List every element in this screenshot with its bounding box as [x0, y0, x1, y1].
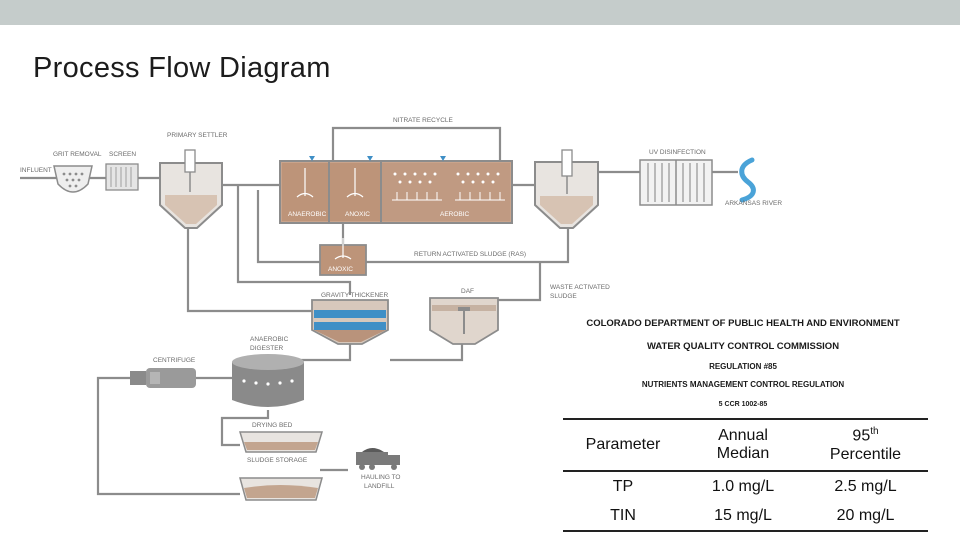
- cell-95th-percentile: 2.5 mg/L: [834, 477, 897, 495]
- label-centrifuge: CENTRIFUGE: [153, 357, 196, 364]
- cell-annual-median: 1.0 mg/L: [711, 477, 775, 495]
- cell-parameter: TP: [612, 477, 634, 495]
- cell-parameter: TIN: [563, 501, 683, 531]
- label-anoxic-tank: ANOXIC: [328, 266, 353, 273]
- table-header-row: [563, 419, 928, 471]
- table-row: [563, 501, 928, 531]
- label-anaerobic-digester-1: ANAEROBIC: [250, 336, 289, 343]
- label-nitrate-recycle: NITRATE RECYCLE: [393, 117, 453, 124]
- regulation-number: REGULATION #85: [709, 362, 777, 371]
- page-title: Process Flow Diagram: [33, 52, 331, 84]
- centrifuge-unit: [130, 368, 196, 388]
- label-return-activated-sludge: RETURN ACTIVATED SLUDGE (RAS): [414, 251, 527, 258]
- secondary-clarifier: [535, 150, 598, 228]
- sludge-storage: [240, 478, 322, 500]
- header-parameter: Parameter: [563, 419, 683, 471]
- label-anaerobic-digester-2: DIGESTER: [250, 345, 284, 352]
- truck-icon: [356, 448, 400, 470]
- label-gravity-thickener: GRAVITY THICKENER: [321, 292, 389, 299]
- header-annual-line2: Median: [716, 445, 770, 462]
- header-pct-suffix: th: [870, 426, 879, 438]
- cell-annual-median: 15 mg/L: [683, 501, 803, 531]
- label-hauling-2: LANDFILL: [364, 483, 395, 490]
- label-sludge-storage: SLUDGE STORAGE: [247, 457, 308, 464]
- river-icon: [742, 160, 754, 200]
- nutrient-limits-table: [563, 418, 928, 532]
- label-anoxic: ANOXIC: [345, 211, 370, 218]
- screen-unit: [106, 164, 138, 190]
- regulation-name: NUTRIENTS MANAGEMENT CONTROL REGULATION: [641, 380, 845, 389]
- regulation-ccr: 5 CCR 1002-85: [718, 401, 768, 408]
- label-daf: DAF: [461, 288, 474, 295]
- label-waste-activated-2: SLUDGE: [550, 293, 577, 300]
- header-pct-number: 95: [852, 427, 871, 445]
- grit-removal-unit: [54, 166, 92, 192]
- header-annual-line1: Annual: [718, 427, 768, 444]
- label-aerobic: AEROBIC: [440, 211, 470, 218]
- label-arkansas-river: ARKANSAS RIVER: [725, 200, 783, 207]
- label-influent: INFLUENT: [20, 167, 52, 174]
- uv-disinfection-unit: [640, 160, 712, 205]
- label-drying-bed: DRYING BED: [252, 422, 293, 429]
- label-primary-settler: PRIMARY SETTLER: [167, 132, 228, 139]
- primary-settler: [160, 150, 222, 228]
- label-waste-activated-1: WASTE ACTIVATED: [550, 284, 610, 291]
- table-row: [563, 471, 928, 501]
- regulation-department: COLORADO DEPARTMENT OF PUBLIC HEALTH AND ENVIRONMENT: [586, 318, 900, 329]
- header-95th-percentile: [803, 419, 928, 471]
- label-grit-removal: GRIT REMOVAL: [53, 151, 102, 158]
- label-screen: SCREEN: [109, 151, 137, 158]
- daf-unit: [430, 298, 498, 344]
- label-hauling-1: HAULING TO: [361, 474, 401, 481]
- label-anaerobic: ANAEROBIC: [288, 211, 327, 218]
- anaerobic-digester: [232, 354, 304, 407]
- drying-bed: [240, 432, 322, 452]
- gravity-thickener: [312, 300, 388, 344]
- label-uv-disinfection: UV DISINFECTION: [649, 149, 706, 156]
- regulation-commission: WATER QUALITY CONTROL COMMISSION: [646, 341, 840, 352]
- cell-95th-percentile: 20 mg/L: [803, 501, 928, 531]
- header-pct-word: Percentile: [829, 445, 902, 463]
- header-annual-median: [683, 419, 803, 471]
